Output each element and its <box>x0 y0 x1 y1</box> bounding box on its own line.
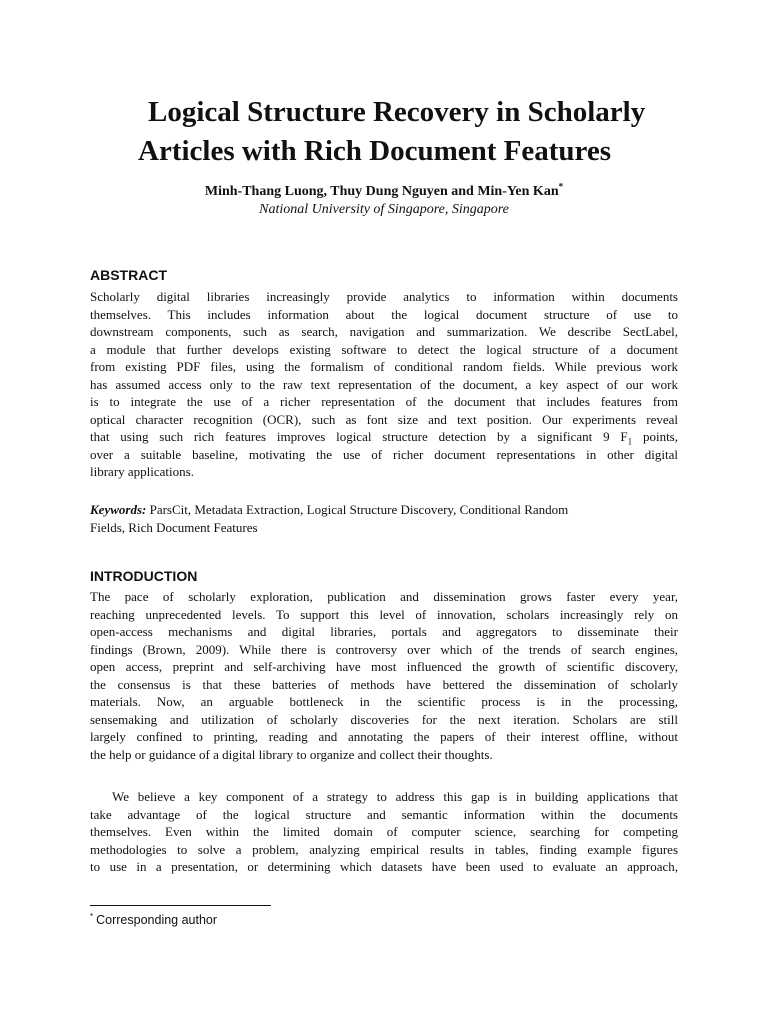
intro-line: We believe a key component of a strategy to address this gap is in building applications that <box>112 789 678 804</box>
affiliation: National University of Singapore, Singapore <box>259 202 509 217</box>
keywords-line-2: Fields, Rich Document Features <box>90 519 258 535</box>
keywords-text-1: ParsCit, Metadata Extraction, Logical Structure Discovery, Conditional Random <box>146 502 569 517</box>
abstract-line: optical character recognition (OCR), such as font size and text position. Our experiments reveal <box>90 411 678 427</box>
abstract-text <box>90 288 678 481</box>
intro-line: themselves. Even within the limited domain of computer science, searching for competing <box>90 824 678 839</box>
intro-line: findings (Brown, 2009). While there is controversy over which of the trends of search engines, <box>90 641 678 657</box>
keywords-label: Keywords: <box>90 502 147 517</box>
intro-line: methodologies to solve a problem, analyzing empirical results in tables, finding example figures <box>90 841 678 857</box>
intro-line: open-access mechanisms and digital libraries, portals and aggregators to disseminate their <box>90 624 678 639</box>
corresponding-mark: * <box>558 181 564 192</box>
intro-paragraph-2 <box>90 788 678 876</box>
abstract-line-f1-text: that using such rich features improves logical structure detection by a significant 9 F <box>90 429 628 444</box>
footnote <box>90 912 217 928</box>
intro-line: the consensus is that these batteries of methods have bettered the dissemination of scholarly <box>90 676 678 692</box>
abstract-line-f1 <box>90 428 678 446</box>
introduction-heading: INTRODUCTION <box>90 568 198 584</box>
intro-line: to use in a presentation, or determining which datasets have been used to evaluate an approach, <box>90 859 678 874</box>
intro-line: open access, preprint and self-archiving have most influenced the growth of scientific discovery, <box>90 659 678 674</box>
intro-line: the help or guidance of a digital library to organize and collect their thoughts. <box>90 746 493 762</box>
intro-line: take advantage of the logical structure and semantic information within the documents <box>90 806 678 822</box>
intro-line: sensemaking and utilization of scholarly discoveries for the next iteration. Scholars are still <box>90 711 678 727</box>
intro-line: reaching unprecedented levels. To support this level of innovation, scholars increasingly rely on <box>90 606 678 622</box>
author-list <box>0 183 768 200</box>
title-line-1: Logical Structure Recovery in Scholarly <box>148 96 646 128</box>
abstract-line: downstream components, such as search, navigation and summarization. We describe SectLabel, <box>90 324 678 339</box>
abstract-line: is to integrate the use of a richer representation of the document that includes features from <box>90 394 678 409</box>
intro-line: The pace of scholarly exploration, publication and dissemination grows faster every year, <box>90 589 678 604</box>
f1-suffix: points, <box>632 429 678 444</box>
intro-paragraph-1 <box>90 588 678 763</box>
intro-line: materials. Now, an arguable bottleneck in the scientific process is in the processing, <box>90 694 678 709</box>
keywords-line-1 <box>90 501 678 519</box>
abstract-line: a module that further develops existing software to detect the logical structure of a document <box>90 341 678 357</box>
abstract-heading: ABSTRACT <box>90 267 167 283</box>
keywords <box>90 501 678 536</box>
abstract-line: over a suitable baseline, motivating the use of richer document representations in other digital <box>90 446 678 462</box>
paper-title <box>100 93 700 171</box>
abstract-line: library applications. <box>90 464 194 479</box>
intro-line: largely confined to printing, reading and annotating the papers of their interest offline, without <box>90 729 678 744</box>
f1-subscript: 1 <box>627 436 633 447</box>
title-line-2: Articles with Rich Document Features <box>138 135 612 167</box>
abstract-line: from existing PDF files, using the formalism of conditional random fields. While previous work <box>90 359 678 374</box>
abstract-line: themselves. This includes information about the logical document structure of use to <box>90 306 678 322</box>
footnote-divider <box>90 905 271 906</box>
footnote-mark: * <box>90 911 94 921</box>
footnote-text: Corresponding author <box>96 913 218 927</box>
author-names: Minh-Thang Luong, Thuy Dung Nguyen and Min-Yen Kan <box>204 184 559 199</box>
abstract-line: has assumed access only to the raw text representation of the document, a key aspect of our work <box>90 376 678 392</box>
abstract-line: Scholarly digital libraries increasingly provide analytics to information within documents <box>90 289 678 304</box>
